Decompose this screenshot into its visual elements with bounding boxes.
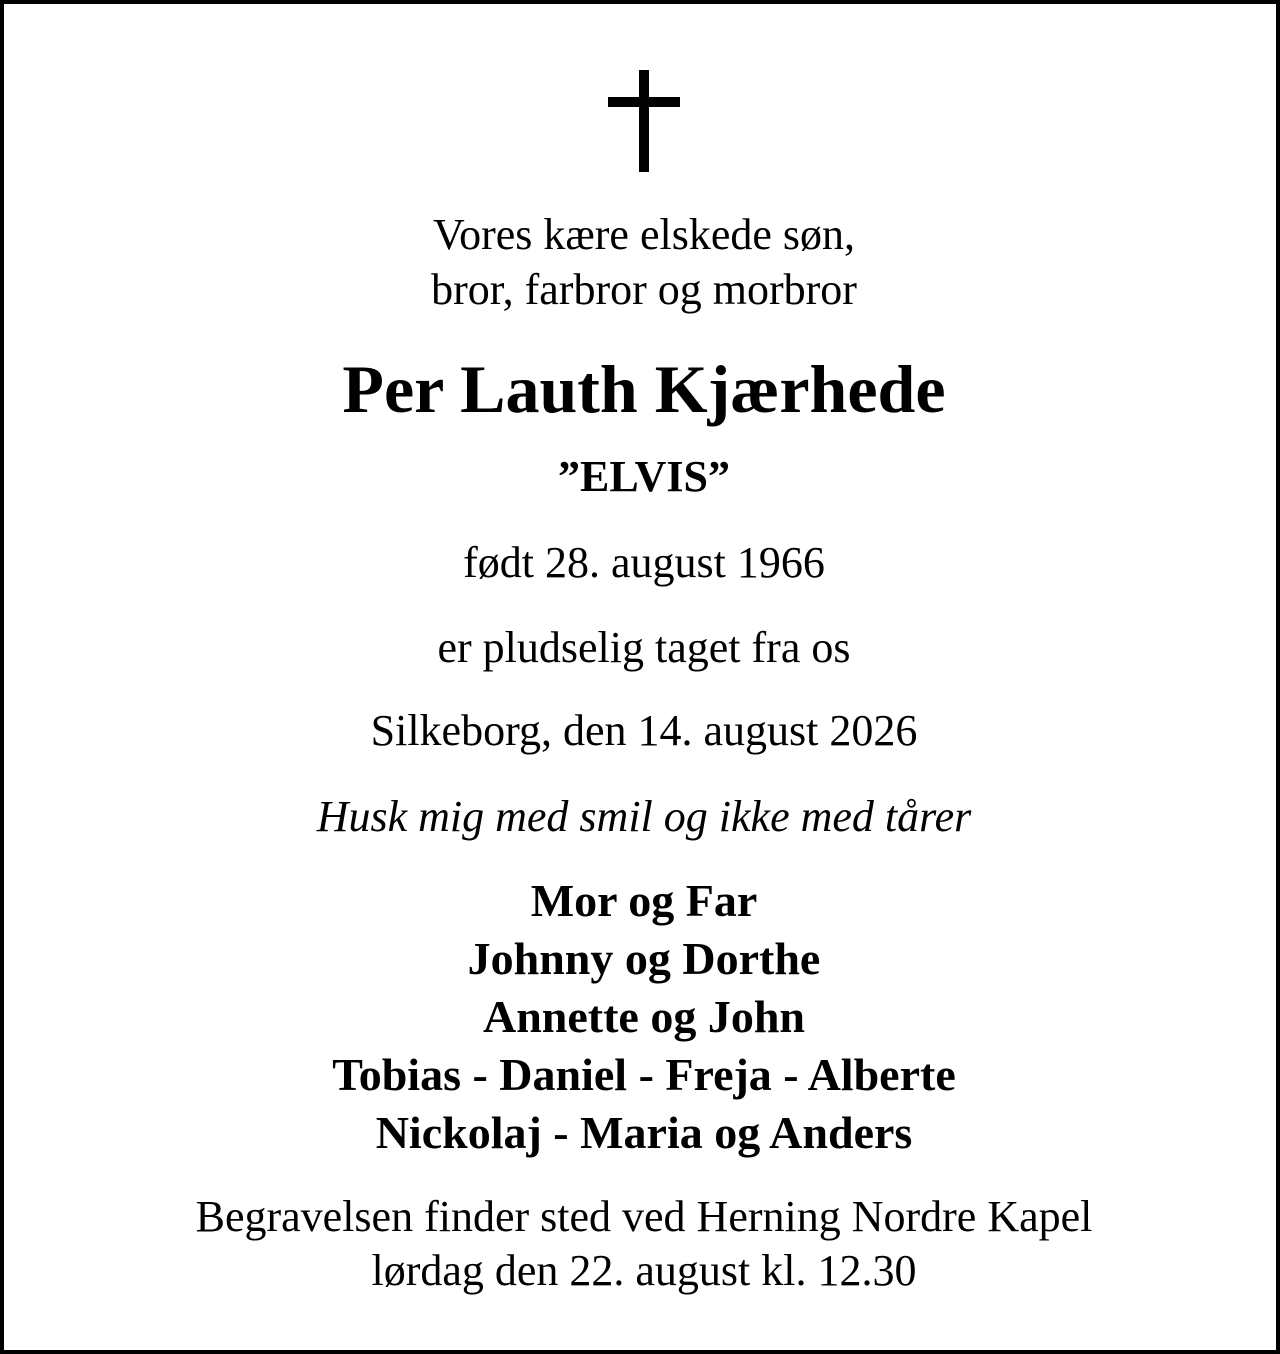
family-line: Nickolaj - Maria og Anders	[375, 1107, 913, 1158]
family-list	[4, 872, 1280, 1162]
intro-text	[4, 207, 1280, 317]
family-line: Mor og Far	[530, 875, 758, 926]
funeral-location: Begravelsen finder sted ved Herning Nordre Kapel	[195, 1192, 1093, 1241]
intro-line-2: bror, farbror og morbror	[431, 265, 857, 314]
cross-icon	[608, 70, 680, 172]
family-line: Annette og John	[482, 991, 806, 1042]
funeral-info	[4, 1190, 1280, 1298]
passing-statement: er pludselig taget fra os	[437, 623, 851, 672]
nickname: ”ELVIS”	[557, 452, 731, 501]
family-line: Johnny og Dorthe	[467, 933, 821, 984]
place-and-date: Silkeborg, den 14. august 2026	[370, 706, 918, 755]
memorial-quote: Husk mig med smil og ikke med tårer	[316, 792, 972, 841]
birth-date: født 28. august 1966	[463, 538, 825, 587]
funeral-time: lørdag den 22. august kl. 12.30	[371, 1246, 917, 1295]
intro-line-1: Vores kære elskede søn,	[433, 210, 855, 259]
deceased-name: Per Lauth Kjærhede	[342, 351, 946, 427]
family-line: Tobias - Daniel - Freja - Alberte	[332, 1049, 956, 1100]
